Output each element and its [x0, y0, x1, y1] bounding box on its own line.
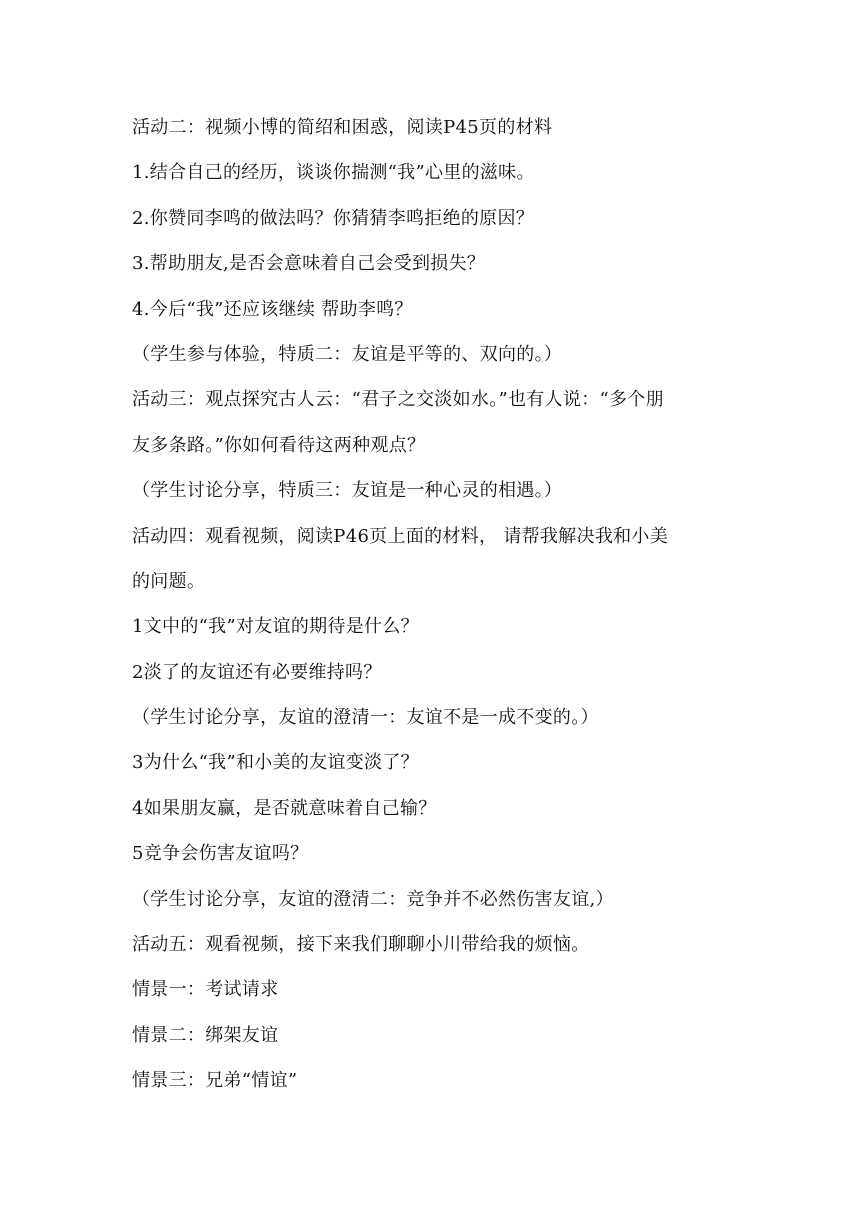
- scenario-two: 情景二：绑架友谊: [132, 1024, 279, 1046]
- scenario-three: 情景三：兄弟“情谊”: [132, 1070, 298, 1092]
- activity-three-heading-line-1: 活动三：观点探究古人云：“君子之交淡如水。”也有人说：“多个朋: [132, 389, 664, 411]
- activity-five-heading: 活动五：观看视频，接下来我们聊聊小川带给我的烦恼。: [132, 934, 590, 956]
- question-a3: 3为什么“我”和小美的友谊变淡了？: [132, 752, 419, 774]
- activity-four-heading-line-2: 的问题。: [132, 570, 206, 592]
- question-a4: 4如果朋友赢，是否就意味着自己输？: [132, 797, 437, 819]
- activity-four-heading-line-1: 活动四：观看视频，阅读P46页上面的材料， 请帮我解决我和小美: [132, 525, 669, 547]
- note-clarification-one: （学生讨论分享，友谊的澄清一：友谊不是一成不变的。）: [132, 707, 599, 729]
- document-body: [132, 111, 732, 1110]
- question-2: 2.你赞同李鸣的做法吗？你猜猜李鸣拒绝的原因？: [132, 207, 535, 229]
- question-3: 3.帮助朋友,是否会意味着自己会受到损失？: [132, 253, 486, 275]
- question-a5: 5竞争会伤害友谊吗？: [132, 843, 309, 865]
- activity-three-heading-line-2: 友多条路。”你如何看待这两种观点？: [132, 434, 426, 456]
- question-1: 1.结合自己的经历，谈谈你揣测“我”心里的滋味。: [132, 162, 535, 184]
- note-trait-two: （学生参与体验，特质二：友谊是平等的、双向的。）: [132, 343, 563, 365]
- question-a2: 2淡了的友谊还有必要维持吗？: [132, 661, 382, 683]
- note-trait-three: （学生讨论分享，特质三：友谊是一种心灵的相遇。）: [132, 480, 563, 502]
- scenario-one: 情景一：考试请求: [132, 979, 279, 1001]
- note-clarification-two: （学生讨论分享，友谊的澄清二：竞争并不必然伤害友谊,）: [132, 888, 614, 910]
- activity-two-heading: 活动二：视频小博的简绍和困惑，阅读P45页的材料: [132, 117, 553, 138]
- question-4: 4.今后“我”还应该继续 帮助李鸣？: [132, 298, 413, 320]
- question-a1: 1文中的“我”对友谊的期待是什么？: [132, 616, 419, 638]
